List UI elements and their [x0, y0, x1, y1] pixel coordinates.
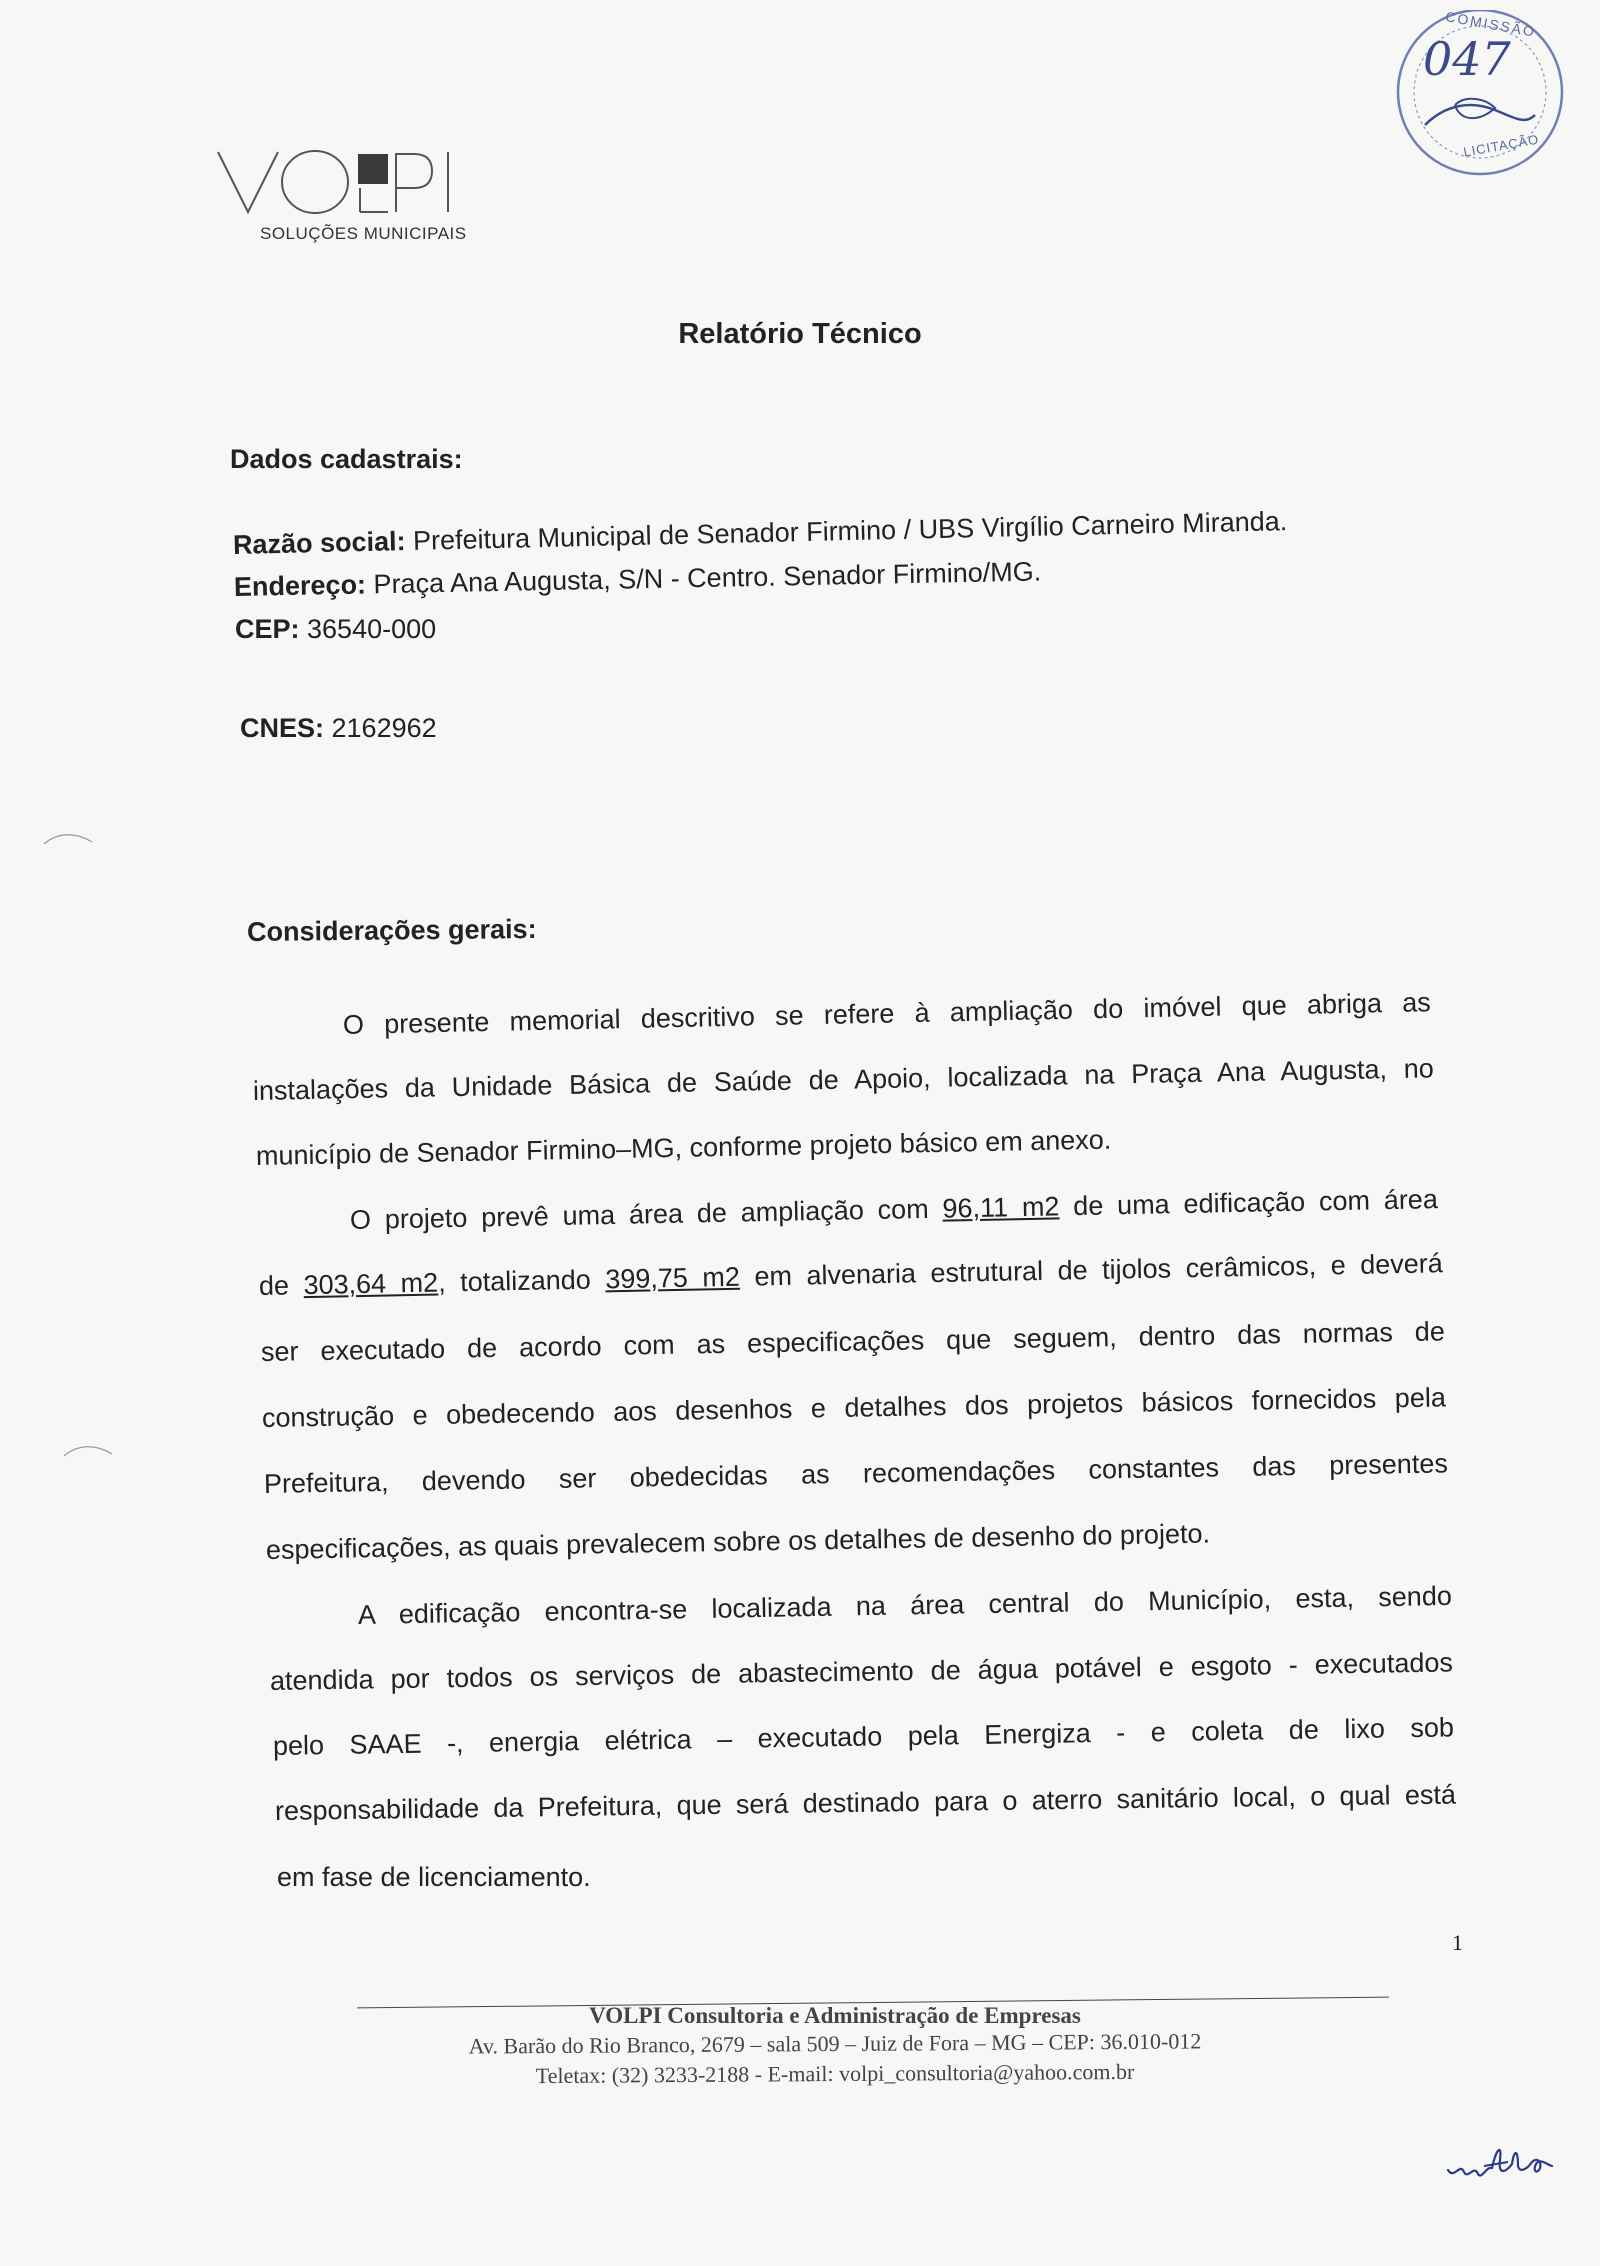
- paragraph-2-line: especificações, as quais prevalecem sobre os detalhes de desenho do projeto.: [265, 1518, 1211, 1565]
- cep-field: [235, 614, 436, 645]
- endereco-label: Endereço:: [233, 569, 367, 602]
- endereco-value: Praça Ana Augusta, S/N - Centro. Senador Firmino/MG.: [365, 556, 1042, 600]
- paragraph-2-text: em alvenaria estrutural de tijolos cerâmicos, e deverá: [739, 1248, 1444, 1292]
- paragraph-2-line: construção e obedecendo aos desenhos e detalhes dos projetos básicos fornecidos pela: [261, 1382, 1447, 1433]
- cnes-field: [240, 713, 437, 744]
- volpi-logo: [210, 140, 510, 250]
- scan-mark: [60, 1442, 120, 1462]
- registration-heading: Dados cadastrais:: [230, 444, 463, 474]
- razao-social-label: Razão social:: [232, 526, 406, 560]
- paragraph-2-line: Prefeitura, devendo ser obedecidas as recomendações constantes das presentes: [263, 1448, 1449, 1499]
- footer-address: Av. Barão do Rio Branco, 2679 – sala 509 – Juiz de Fora – MG – CEP: 36.010-012: [468, 2028, 1202, 2059]
- stamp-number: 047: [1423, 32, 1511, 86]
- endereco-field: [234, 557, 1042, 603]
- handwritten-initials: [1440, 2120, 1590, 2200]
- commission-stamp: [1385, 10, 1575, 180]
- razao-social-field: [233, 506, 1288, 561]
- cep-label: CEP:: [235, 614, 300, 644]
- razao-social-value: Prefeitura Municipal de Senador Firmino / UBS Virgílio Carneiro Miranda.: [405, 506, 1288, 557]
- paragraph-3-line: atendida por todos os serviços de abastecimento de água potável e esgoto - executados: [269, 1647, 1454, 1696]
- paragraph-2-text: O projeto prevê uma área de ampliação com: [349, 1193, 943, 1235]
- footer-company: VOLPI Consultoria e Administração de Empresas: [589, 2003, 1081, 2028]
- ampliacao-area: 96,11 m2: [942, 1191, 1060, 1224]
- cep-value: 36540-000: [299, 614, 437, 644]
- document-title: Relatório Técnico: [678, 318, 922, 350]
- paragraph-2-line: ser executado de acordo com as especificações que seguem, dentro das normas de: [260, 1316, 1446, 1367]
- paragraph-3-line: pelo SAAE -, energia elétrica – executado pela Energiza - e coleta de lixo sob: [272, 1712, 1455, 1761]
- stamp-top-text: COMISSÃO: [1444, 8, 1538, 40]
- paragraph-1-line: O presente memorial descritivo se refere à ampliação do imóvel que abriga as: [342, 987, 1432, 1040]
- paragraph-3-line: em fase de licenciamento.: [277, 1862, 591, 1892]
- considerations-heading: Considerações gerais:: [246, 913, 537, 947]
- paragraph-2-line: [259, 1248, 1443, 1302]
- paragraph-3-line: A edificação encontra-se localizada na área central do Município, esta, sendo: [357, 1580, 1453, 1630]
- paragraph-1-line: município de Senador Firmino–MG, conforme projeto básico em anexo.: [255, 1124, 1112, 1171]
- paragraph-2-text: de: [258, 1270, 304, 1301]
- scan-mark: [40, 830, 100, 850]
- logo-tagline: SOLUÇÕES MUNICIPAIS: [260, 224, 467, 243]
- footer-contact: Teletax: (32) 3233-2188 - E-mail: volpi_consultoria@yahoo.com.br: [535, 2058, 1135, 2089]
- stamp-bottom-text: LICITAÇÃO: [1462, 131, 1541, 160]
- paragraph-1-line: instalações da Unidade Básica de Saúde de Apoio, localizada na Praça Ana Augusta, no: [252, 1053, 1435, 1106]
- total-area: 399,75 m2: [604, 1261, 741, 1295]
- paragraph-2-line: [350, 1184, 1438, 1236]
- paragraph-2-text: de uma edificação com área: [1059, 1184, 1439, 1222]
- paragraph-3-line: responsabilidade da Prefeitura, que será destinado para o aterro sanitário local, o qual está: [274, 1779, 1457, 1826]
- page-number: 1: [1452, 1930, 1463, 1955]
- cnes-label: CNES:: [240, 713, 325, 743]
- paragraph-2-text: , totalizando: [437, 1264, 606, 1298]
- volpi-logo-mark: [210, 140, 510, 225]
- existing-area: 303,64 m2: [303, 1267, 439, 1301]
- cnes-value: 2162962: [324, 713, 437, 743]
